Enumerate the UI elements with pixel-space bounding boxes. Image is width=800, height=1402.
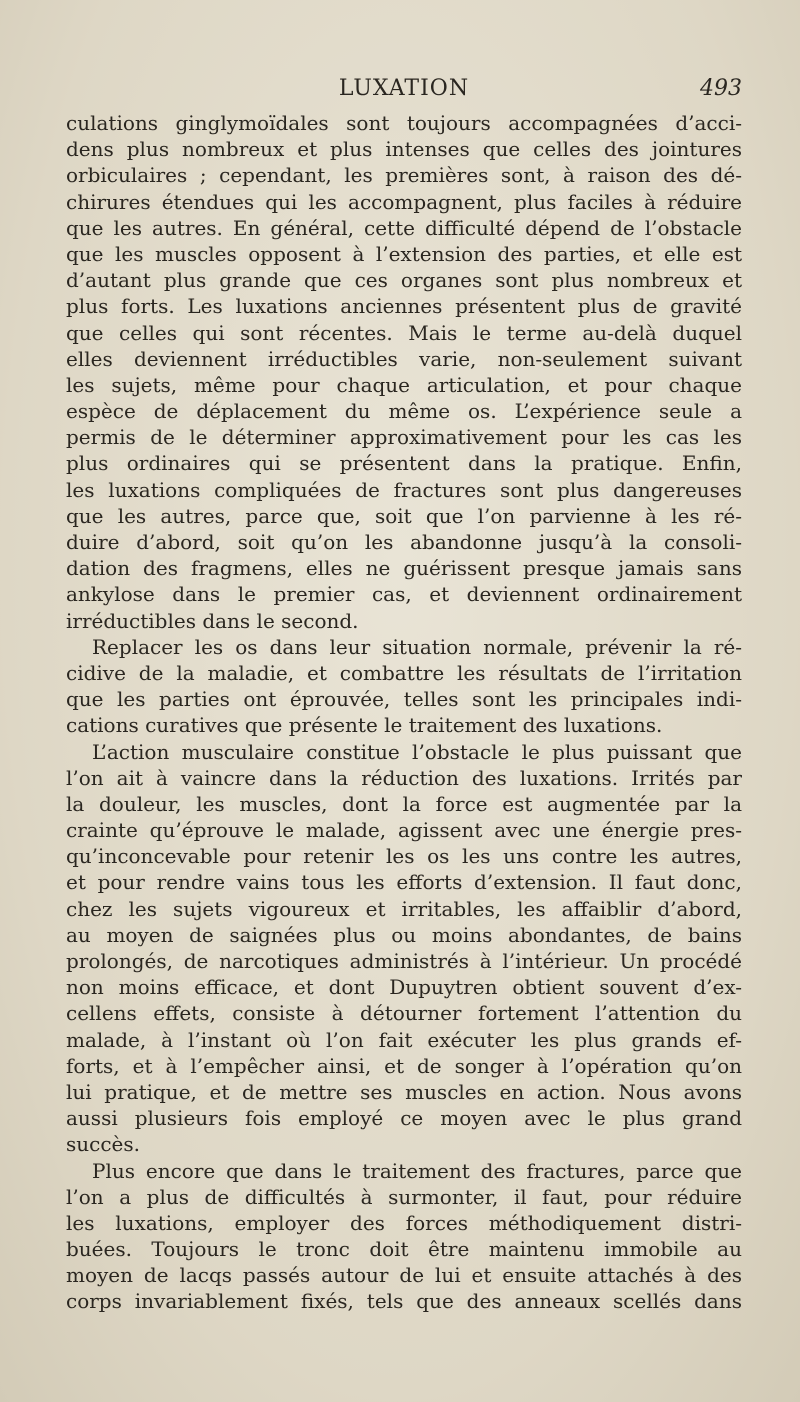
text-line: orbiculaires ; cependant, les premières sont, à raison des dé- bbox=[66, 163, 742, 188]
text-line: plus ordinaires qui se présentent dans la pratique. Enfin, bbox=[66, 451, 742, 476]
text-line: que les parties ont éprouvée, telles sont les principales indi- bbox=[66, 687, 742, 712]
text-line: corps invariablement fixés, tels que des anneaux scellés dans bbox=[66, 1289, 742, 1314]
text-line: espèce de déplacement du même os. L’expérience seule a bbox=[66, 399, 742, 424]
text-line: Replacer les os dans leur situation normale, prévenir la ré- bbox=[92, 634, 742, 659]
running-head bbox=[66, 76, 742, 110]
body-text bbox=[66, 110, 742, 1315]
text-line: chirures étendues qui les accompagnent, plus faciles à réduire bbox=[66, 189, 742, 214]
text-line: aussi plusieurs fois employé ce moyen avec le plus grand bbox=[66, 1106, 742, 1131]
running-title: LUXATION bbox=[338, 76, 470, 101]
text-line: culations ginglymoïdales sont toujours accompagnées d’acci- bbox=[66, 111, 742, 135]
text-line: crainte qu’éprouve le malade, agissent avec une énergie pres- bbox=[66, 818, 742, 843]
text-line: cations curatives que présente le traitement des luxations. bbox=[66, 713, 663, 738]
text-line: buées. Toujours le tronc doit être maintenu immobile au bbox=[66, 1237, 742, 1262]
page-number: 493 bbox=[700, 76, 742, 101]
text-line: d’autant plus grande que ces organes sont plus nombreux et bbox=[66, 268, 742, 293]
text-line: Plus encore que dans le traitement des fractures, parce que bbox=[92, 1158, 742, 1183]
text-line: la douleur, les muscles, dont la force est augmentée par la bbox=[66, 791, 742, 816]
text-line: succès. bbox=[66, 1132, 141, 1157]
text-line: les luxations, employer des forces méthodiquement distri- bbox=[66, 1210, 742, 1235]
text-line: irréductibles dans le second. bbox=[66, 608, 359, 633]
text-line: malade, à l’instant où l’on fait exécuter les plus grands ef- bbox=[66, 1027, 742, 1052]
text-line: dation des fragmens, elles ne guérissent presque jamais sans bbox=[66, 556, 742, 581]
text-line: lui pratique, et de mettre ses muscles en action. Nous avons bbox=[66, 1079, 742, 1104]
text-line: que les autres, parce que, soit que l’on parvienne à les ré- bbox=[66, 503, 742, 528]
text-line: permis de le déterminer approximativement pour les cas les bbox=[66, 425, 742, 450]
text-line: cidive de la maladie, et combattre les résultats de l’irritation bbox=[66, 660, 742, 685]
text-line: l’on a plus de difficultés à surmonter, il faut, pour réduire bbox=[66, 1184, 742, 1209]
text-line: cellens effets, consiste à détourner fortement l’attention du bbox=[66, 1001, 742, 1026]
text-line: et pour rendre vains tous les efforts d’extension. Il faut donc, bbox=[66, 870, 742, 895]
text-line: forts, et à l’empêcher ainsi, et de songer à l’opération qu’on bbox=[66, 1053, 742, 1078]
text-line: duire d’abord, soit qu’on les abandonne jusqu’à la consoli- bbox=[66, 530, 742, 554]
text-line: plus forts. Les luxations anciennes présentent plus de gravité bbox=[66, 294, 742, 319]
text-line: prolongés, de narcotiques administrés à l’intérieur. Un procédé bbox=[66, 949, 742, 973]
text-line: au moyen de saignées plus ou moins abondantes, de bains bbox=[66, 922, 742, 947]
text-line: que celles qui sont récentes. Mais le terme au-delà duquel bbox=[66, 320, 742, 345]
text-line: chez les sujets vigoureux et irritables, les affaiblir d’abord, bbox=[66, 896, 742, 921]
text-line: qu’inconcevable pour retenir les os les uns contre les autres, bbox=[66, 844, 742, 869]
text-line: ankylose dans le premier cas, et deviennent ordinairement bbox=[66, 582, 742, 607]
text-line: dens plus nombreux et plus intenses que celles des jointures bbox=[66, 137, 742, 162]
text-line: que les autres. En général, cette difficulté dépend de l’obstacle bbox=[66, 215, 742, 240]
text-line: L’action musculaire constitue l’obstacle le plus puissant que bbox=[92, 739, 742, 764]
text-line: les sujets, même pour chaque articulation, et pour chaque bbox=[66, 372, 742, 397]
text-line: moyen de lacqs passés autour de lui et ensuite attachés à des bbox=[66, 1263, 742, 1288]
text-line: les luxations compliquées de fractures sont plus dangereuses bbox=[66, 477, 742, 502]
text-line: elles deviennent irréductibles varie, non-seulement suivant bbox=[66, 346, 742, 371]
text-line: que les muscles opposent à l’extension des parties, et elle est bbox=[66, 241, 742, 266]
text-line: non moins efficace, et dont Dupuytren obtient souvent d’ex- bbox=[66, 975, 742, 1000]
text-line: l’on ait à vaincre dans la réduction des luxations. Irrités par bbox=[66, 765, 742, 790]
